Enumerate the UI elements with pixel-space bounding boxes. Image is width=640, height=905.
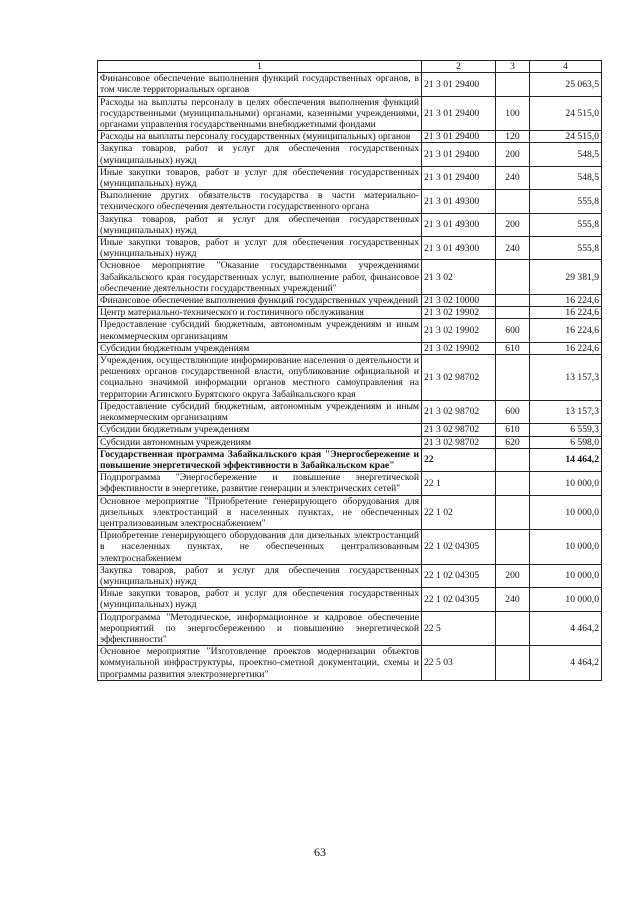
row-code: 21 3 02 19902 xyxy=(422,342,496,354)
row-sum: 6 559,3 xyxy=(530,424,602,436)
table-row xyxy=(98,448,602,471)
row-name: Финансовое обеспечение выполнения функций государственных органов, в том числе территориальных органов xyxy=(98,73,422,96)
row-code: 21 3 01 49300 xyxy=(422,237,496,260)
table-row xyxy=(98,190,602,213)
row-code: 21 3 01 49300 xyxy=(422,190,496,213)
row-code: 21 3 02 98702 xyxy=(422,355,496,401)
row-code: 21 3 02 xyxy=(422,260,496,295)
table-row xyxy=(98,307,602,319)
row-expense-type: 240 xyxy=(496,588,530,611)
row-name: Подпрограмма "Энергосбережение и повышение энергетической эффективности в энергетике, развитие генерации и электрических сетей" xyxy=(98,472,422,495)
row-code: 22 1 02 04305 xyxy=(422,564,496,587)
table-row xyxy=(98,495,602,530)
row-code: 21 3 02 19902 xyxy=(422,307,496,319)
row-expense-type: 600 xyxy=(496,319,530,342)
table-row xyxy=(98,472,602,495)
row-expense-type: 200 xyxy=(496,564,530,587)
table-row xyxy=(98,646,602,681)
row-sum: 6 598,0 xyxy=(530,436,602,448)
row-code: 21 3 02 98702 xyxy=(422,424,496,436)
table-row xyxy=(98,319,602,342)
table-row xyxy=(98,73,602,96)
row-expense-type xyxy=(496,260,530,295)
table-row xyxy=(98,213,602,236)
row-expense-type: 240 xyxy=(496,237,530,260)
row-expense-type xyxy=(496,495,530,530)
header-col-type: 3 xyxy=(496,61,530,73)
table-row xyxy=(98,588,602,611)
table-header-row xyxy=(98,61,602,73)
table-row xyxy=(98,295,602,307)
row-expense-type xyxy=(496,530,530,565)
row-sum: 10 000,0 xyxy=(530,530,602,565)
header-col-sum: 4 xyxy=(530,61,602,73)
row-sum: 10 000,0 xyxy=(530,495,602,530)
header-col-name: 1 xyxy=(98,61,422,73)
row-name: Иные закупки товаров, работ и услуг для обеспечения государственных (муниципальных) нужд xyxy=(98,237,422,260)
row-expense-type: 200 xyxy=(496,213,530,236)
table-row xyxy=(98,400,602,423)
table-body xyxy=(98,73,602,681)
row-expense-type: 120 xyxy=(496,131,530,143)
row-expense-type xyxy=(496,73,530,96)
row-sum: 555,8 xyxy=(530,213,602,236)
row-expense-type: 240 xyxy=(496,166,530,189)
row-expense-type xyxy=(496,355,530,401)
row-code: 22 1 02 xyxy=(422,495,496,530)
row-name: Предоставление субсидий бюджетным, автономным учреждениям и иным некоммерческим организациям xyxy=(98,400,422,423)
table-row xyxy=(98,96,602,131)
row-sum: 16 224,6 xyxy=(530,307,602,319)
row-name: Закупка товаров, работ и услуг для обеспечения государственных (муниципальных) нужд xyxy=(98,143,422,166)
table-row xyxy=(98,237,602,260)
row-sum: 10 000,0 xyxy=(530,564,602,587)
row-name: Расходы на выплаты персоналу государственных (муниципальных) органов xyxy=(98,131,422,143)
row-code: 21 3 01 29400 xyxy=(422,166,496,189)
row-expense-type xyxy=(496,307,530,319)
row-name: Предоставление субсидий бюджетным, автономным учреждениям и иным некоммерческим организациям xyxy=(98,319,422,342)
row-code: 22 1 xyxy=(422,472,496,495)
row-expense-type xyxy=(496,448,530,471)
row-name: Иные закупки товаров, работ и услуг для обеспечения государственных (муниципальных) нужд xyxy=(98,166,422,189)
header-col-code: 2 xyxy=(422,61,496,73)
row-code: 21 3 02 98702 xyxy=(422,400,496,423)
row-sum: 555,8 xyxy=(530,237,602,260)
row-name: Иные закупки товаров, работ и услуг для обеспечения государственных (муниципальных) нужд xyxy=(98,588,422,611)
row-code: 21 3 01 29400 xyxy=(422,96,496,131)
row-expense-type: 610 xyxy=(496,342,530,354)
row-code: 21 3 01 29400 xyxy=(422,73,496,96)
row-expense-type: 100 xyxy=(496,96,530,131)
row-name: Центр материально-технического и гостиничного обслуживания xyxy=(98,307,422,319)
row-expense-type xyxy=(496,472,530,495)
row-name: Государственная программа Забайкальского края "Энергосбережение и повышение энергетической эффективности в Забайкальском крае" xyxy=(98,448,422,471)
row-name: Закупка товаров, работ и услуг для обеспечения государственных (муниципальных) нужд xyxy=(98,213,422,236)
row-name: Подпрограмма "Методическое, информационное и кадровое обеспечение мероприятий по энергосбережению и повышению энергетической эффективности" xyxy=(98,611,422,646)
row-code: 21 3 02 19902 xyxy=(422,319,496,342)
row-name: Выполнение других обязательств государства в части материально-технического обеспечения деятельности государственного органа xyxy=(98,190,422,213)
row-sum: 4 464,2 xyxy=(530,646,602,681)
row-sum: 4 464,2 xyxy=(530,611,602,646)
table-row xyxy=(98,260,602,295)
row-code: 22 5 03 xyxy=(422,646,496,681)
table-row xyxy=(98,436,602,448)
row-name: Субсидии автономным учреждениям xyxy=(98,436,422,448)
row-sum: 13 157,3 xyxy=(530,355,602,401)
row-sum: 16 224,6 xyxy=(530,342,602,354)
table-row xyxy=(98,166,602,189)
row-expense-type xyxy=(496,611,530,646)
table-row xyxy=(98,424,602,436)
row-name: Субсидии бюджетным учреждениям xyxy=(98,424,422,436)
row-sum: 24 515,0 xyxy=(530,96,602,131)
row-name: Субсидии бюджетным учреждениям xyxy=(98,342,422,354)
row-sum: 548,5 xyxy=(530,166,602,189)
row-name: Расходы на выплаты персоналу в целях обеспечения выполнения функций государственными (муниципальными) органами, казенными учреждениями, органами управления государственными внебюджетными фондами xyxy=(98,96,422,131)
table-row xyxy=(98,611,602,646)
row-name: Учреждения, осуществляющие информирование населения о деятельности и решениях органов государственной власти, опубликование официальной и социально значимой информации органов местного самоуправления на территории Агинского Бурятского округа Забайкальского края xyxy=(98,355,422,401)
row-name: Финансовое обеспечение выполнения функций государственных учреждений xyxy=(98,295,422,307)
row-sum: 548,5 xyxy=(530,143,602,166)
row-name: Приобретение генерирующего оборудования для дизельных электростанций в населенных пунктах, не обеспеченных централизованным электроснабжением xyxy=(98,530,422,565)
row-sum: 555,8 xyxy=(530,190,602,213)
row-code: 21 3 01 29400 xyxy=(422,143,496,166)
budget-table xyxy=(97,60,602,681)
table-row xyxy=(98,564,602,587)
row-expense-type xyxy=(496,646,530,681)
row-code: 22 5 xyxy=(422,611,496,646)
row-code: 21 3 02 10000 xyxy=(422,295,496,307)
row-expense-type xyxy=(496,295,530,307)
row-name: Основное мероприятие "Приобретение генерирующего оборудования для дизельных электростанций в населенных пунктах, не обеспеченных централизованным электроснабжением" xyxy=(98,495,422,530)
page-number: 63 xyxy=(314,845,326,859)
row-expense-type: 200 xyxy=(496,143,530,166)
row-expense-type: 610 xyxy=(496,424,530,436)
table-row xyxy=(98,530,602,565)
row-name: Закупка товаров, работ и услуг для обеспечения государственных (муниципальных) нужд xyxy=(98,564,422,587)
row-sum: 10 000,0 xyxy=(530,588,602,611)
row-sum: 16 224,6 xyxy=(530,319,602,342)
row-sum: 16 224,6 xyxy=(530,295,602,307)
row-expense-type xyxy=(496,190,530,213)
row-code: 22 1 02 04305 xyxy=(422,530,496,565)
table-row xyxy=(98,143,602,166)
row-code: 21 3 01 29400 xyxy=(422,131,496,143)
row-sum: 10 000,0 xyxy=(530,472,602,495)
table-row xyxy=(98,342,602,354)
row-sum: 14 464,2 xyxy=(530,448,602,471)
row-code: 21 3 01 49300 xyxy=(422,213,496,236)
row-code: 22 1 02 04305 xyxy=(422,588,496,611)
row-code: 21 3 02 98702 xyxy=(422,436,496,448)
row-code: 22 xyxy=(422,448,496,471)
table-row xyxy=(98,131,602,143)
table-row xyxy=(98,355,602,401)
row-name: Основное мероприятие "Оказание государственными учреждениями Забайкальского края государственных услуг, выполнение работ, финансовое обеспечение деятельности государственных учреждений" xyxy=(98,260,422,295)
row-sum: 13 157,3 xyxy=(530,400,602,423)
row-name: Основное мероприятие "Изготовление проектов модернизации объектов коммунальной инфраструктуры, проектно-сметной документации, схемы и программы развития электроэнергетики" xyxy=(98,646,422,681)
row-sum: 24 515,0 xyxy=(530,131,602,143)
row-sum: 25 063,5 xyxy=(530,73,602,96)
row-sum: 29 381,9 xyxy=(530,260,602,295)
budget-table-sheet xyxy=(97,60,601,681)
row-expense-type: 620 xyxy=(496,436,530,448)
row-expense-type: 600 xyxy=(496,400,530,423)
